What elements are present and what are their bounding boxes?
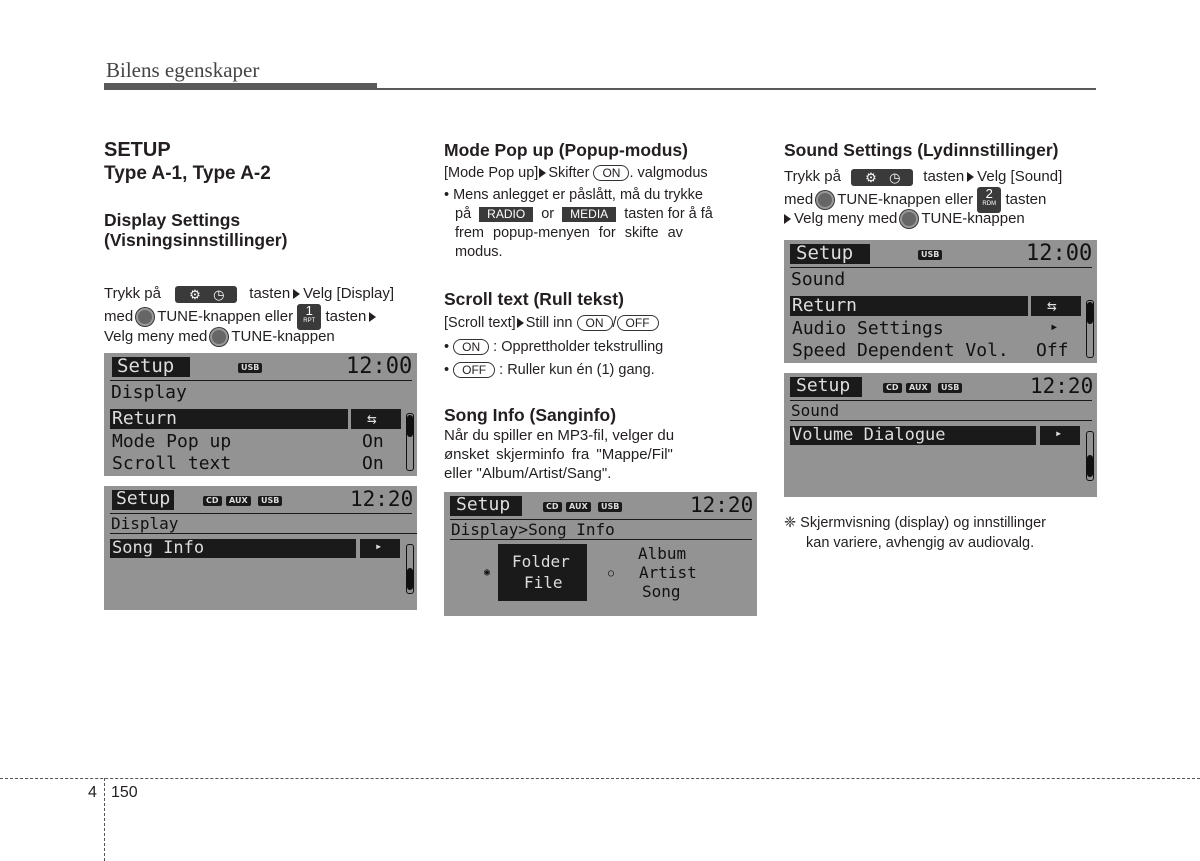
text: : Opprettholder tekstrulling xyxy=(493,339,664,355)
divider xyxy=(110,533,417,534)
scrollbar-thumb[interactable] xyxy=(407,415,413,437)
text: Velg meny med xyxy=(104,328,208,345)
key-sub: RDM xyxy=(982,201,997,207)
arrow-icon xyxy=(784,214,791,224)
screen-title: Setup xyxy=(116,488,171,509)
text: tasten xyxy=(1005,190,1047,208)
submenu-arrow-icon: ▸ xyxy=(1055,426,1063,440)
return-arrow-icon: ⇆ xyxy=(1047,296,1057,315)
tune-knob-icon xyxy=(136,308,154,326)
header-bar xyxy=(104,83,377,90)
mode-line5: modus. xyxy=(455,244,503,260)
screen-sub: Display xyxy=(111,514,179,533)
text: Velg [Display] xyxy=(303,285,395,302)
screen-sub: Sound xyxy=(791,401,840,420)
text: or xyxy=(541,206,555,222)
arrow-icon xyxy=(967,172,974,182)
scroll-text-heading: Scroll text (Rull tekst) xyxy=(444,289,624,309)
off-key-icon: OFF xyxy=(453,362,495,378)
off-key-icon: OFF xyxy=(617,315,659,331)
text: tasten xyxy=(325,307,367,325)
screen-volume-dialogue-menu xyxy=(784,373,1097,497)
usb-badge: USB xyxy=(918,250,942,260)
arrow-icon xyxy=(369,312,376,322)
screen-title: Setup xyxy=(796,242,854,264)
arrow-icon xyxy=(517,318,524,328)
mode-pop-up-heading: Mode Pop up (Popup-modus) xyxy=(444,140,688,160)
return-arrow-icon: ⇆ xyxy=(367,409,377,428)
text: : Ruller kun én (1) gang. xyxy=(499,362,655,378)
aux-badge: AUX xyxy=(226,496,251,506)
screen-display-menu xyxy=(104,353,417,476)
menu-item-song-info[interactable]: Song Info xyxy=(112,538,205,558)
text: Still inn xyxy=(525,315,573,331)
usb-badge: USB xyxy=(938,383,962,393)
tune-knob-icon xyxy=(816,191,834,209)
bullet: • xyxy=(444,339,450,355)
mode-line1 xyxy=(444,164,758,183)
aux-badge: AUX xyxy=(906,383,931,393)
bullet: • xyxy=(444,362,450,378)
screen-time: 12:00 xyxy=(346,354,413,379)
footer-rule xyxy=(0,778,1200,779)
text: TUNE-knappen xyxy=(921,210,1025,227)
song-line2: ønsket skjerminfo fra "Mappe/Fil" xyxy=(444,446,673,463)
submenu-arrow-icon: ▸ xyxy=(375,539,383,553)
text: [Mode Pop up] xyxy=(444,165,539,181)
key-number: 2 xyxy=(985,186,993,201)
section-number: 4 xyxy=(88,784,97,801)
text: [Scroll text] xyxy=(444,315,516,331)
on-key-icon: ON xyxy=(453,339,489,355)
screen-sub: Display>Song Info xyxy=(451,520,615,539)
screen-title: Setup xyxy=(117,355,175,377)
display-settings-subheading: (Visningsinnstillinger) xyxy=(104,230,288,250)
option-folder-label: Folder xyxy=(512,552,570,571)
screen-title: Setup xyxy=(796,375,851,396)
screen-time: 12:20 xyxy=(690,493,754,517)
menu-value-mode-pop-up: On xyxy=(362,431,384,452)
menu-item-audio-settings[interactable]: Audio Settings xyxy=(792,318,944,339)
text: TUNE-knappen eller xyxy=(157,307,294,325)
scrollbar-thumb[interactable] xyxy=(407,568,413,590)
media-key-icon: MEDIA xyxy=(562,207,616,222)
usb-badge: USB xyxy=(238,363,262,373)
note-line1: ❈ Skjermvisning (display) og innstillinger xyxy=(784,515,1046,531)
menu-value-scroll-text: On xyxy=(362,453,384,474)
scroll-line3 xyxy=(444,361,655,380)
option-song-label[interactable]: Song xyxy=(642,582,681,601)
song-line3: eller "Album/Artist/Sang". xyxy=(444,465,612,482)
text: Velg meny med xyxy=(794,210,898,227)
menu-item-volume-dialogue[interactable]: Volume Dialogue xyxy=(792,425,946,445)
menu-item-mode-pop-up[interactable]: Mode Pop up xyxy=(112,431,232,452)
screen-time: 12:20 xyxy=(350,487,414,511)
arrow-icon xyxy=(539,168,546,178)
cd-badge: CD xyxy=(883,383,902,393)
screen-song-info-options xyxy=(444,492,757,616)
divider xyxy=(450,539,752,540)
radio-selected-icon[interactable]: ◉ xyxy=(484,567,491,578)
page-number: 150 xyxy=(111,784,138,801)
screen-time: 12:20 xyxy=(1030,374,1094,398)
option-file-label: File xyxy=(524,573,563,592)
setup-clock-key-icon: ⚙ ◷ xyxy=(851,169,913,186)
text: TUNE-knappen xyxy=(231,328,335,345)
col3-line1 xyxy=(784,166,1098,187)
radio-key-icon: RADIO xyxy=(479,207,533,222)
col1-line1 xyxy=(104,283,418,304)
text: TUNE-knappen eller xyxy=(837,190,974,208)
scroll-line2 xyxy=(444,338,663,357)
cd-badge: CD xyxy=(543,502,562,512)
scroll-line1 xyxy=(444,314,659,333)
menu-item-speed-dependent-vol[interactable]: Speed Dependent Vol. xyxy=(792,340,1009,361)
usb-badge: USB xyxy=(258,496,282,506)
screen-sound-menu xyxy=(784,240,1097,363)
on-key-icon: ON xyxy=(593,165,629,181)
menu-value-speed-dependent-vol: Off xyxy=(1036,340,1069,361)
song-line1: Når du spiller en MP3-fil, velger du xyxy=(444,427,675,444)
setup-clock-key-icon: ⚙ ◷ xyxy=(175,286,237,303)
usb-badge: USB xyxy=(598,502,622,512)
setup-heading: SETUP xyxy=(104,139,171,161)
screen-sub: Sound xyxy=(791,269,846,290)
text: tasten xyxy=(923,168,965,185)
divider xyxy=(110,380,412,381)
text: / xyxy=(612,315,617,331)
song-info-heading: Song Info (Sanginfo) xyxy=(444,405,617,425)
option-album-label[interactable]: Album xyxy=(638,544,687,563)
screen-sub: Display xyxy=(111,382,187,403)
sound-settings-heading: Sound Settings (Lydinnstillinger) xyxy=(784,140,1059,160)
mode-line3 xyxy=(455,205,758,224)
mode-line2: • Mens anlegget er påslått, må du trykke xyxy=(444,187,703,203)
key-number: 1 xyxy=(305,303,313,318)
text: tasten xyxy=(249,285,291,302)
aux-badge: AUX xyxy=(566,502,591,512)
tune-knob-icon xyxy=(900,210,918,228)
on-key-icon: ON xyxy=(577,315,613,331)
page-header-title: Bilens egenskaper xyxy=(106,58,260,82)
screen-song-info-menu xyxy=(104,486,417,610)
type-heading: Type A-1, Type A-2 xyxy=(104,163,271,184)
radio-unselected-icon[interactable]: ○ xyxy=(608,568,615,579)
divider xyxy=(790,267,1092,268)
text: Trykk på xyxy=(104,285,161,302)
text: Trykk på xyxy=(784,168,841,185)
col1-line3 xyxy=(104,326,418,347)
menu-item-scroll-text[interactable]: Scroll text xyxy=(112,453,232,474)
header-rule xyxy=(377,88,1096,90)
text: Skifter xyxy=(548,165,590,181)
screen-time: 12:00 xyxy=(1026,241,1093,266)
col3-line3 xyxy=(784,208,1098,229)
submenu-arrow-icon: ▸ xyxy=(1050,319,1059,335)
scrollbar-thumb[interactable] xyxy=(1087,302,1093,324)
mode-line4: frem popup-menyen for skifte av xyxy=(455,225,683,241)
note-line2: kan variere, avhengig av audiovalg. xyxy=(806,535,1035,551)
display-settings-heading: Display Settings xyxy=(104,210,241,230)
arrow-icon xyxy=(293,289,300,299)
cd-badge: CD xyxy=(203,496,222,506)
text: med xyxy=(784,190,814,208)
key-sub: RPT xyxy=(303,318,316,324)
screen-title: Setup xyxy=(456,494,511,515)
text: . valgmodus xyxy=(629,165,708,181)
menu-item-return[interactable]: Return xyxy=(112,408,178,429)
text: med xyxy=(104,307,134,325)
text: tasten for å få xyxy=(624,206,713,222)
divider xyxy=(790,420,1092,421)
scrollbar-thumb[interactable] xyxy=(1087,455,1093,477)
option-artist-label[interactable]: Artist xyxy=(639,563,697,582)
text: på xyxy=(455,206,472,222)
footer-divider xyxy=(104,778,105,861)
text: Velg [Sound] xyxy=(977,168,1063,185)
menu-item-return[interactable]: Return xyxy=(792,295,858,316)
tune-knob-icon xyxy=(210,328,228,346)
